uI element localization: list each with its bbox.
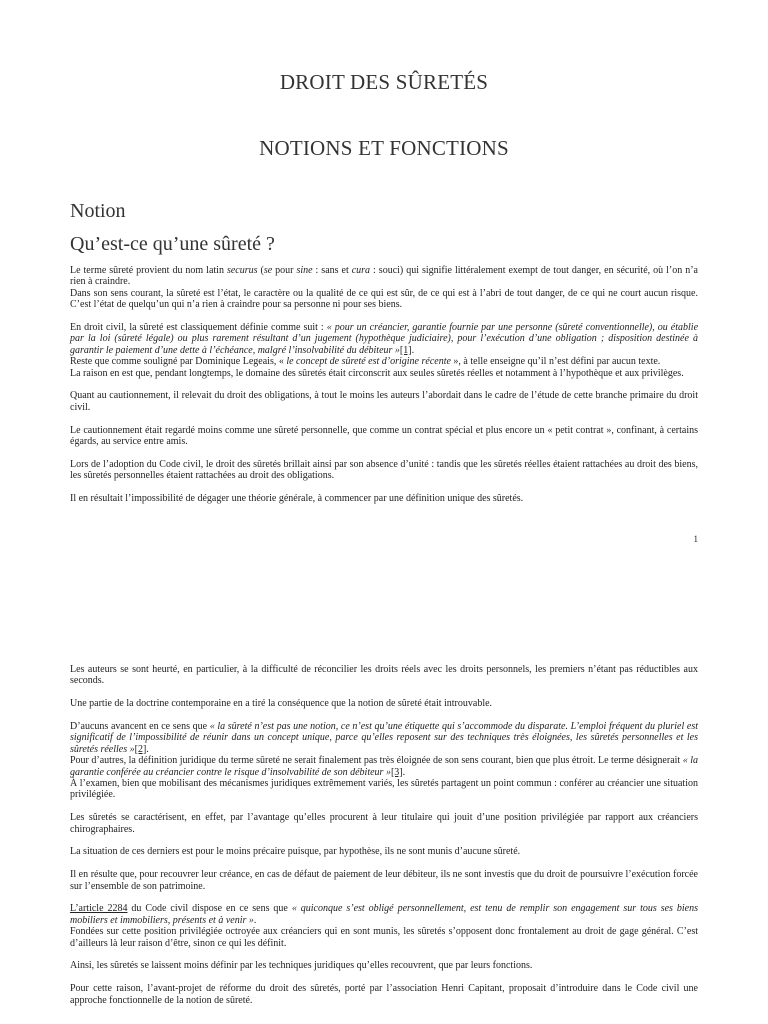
paragraph: Lors de l’adoption du Code civil, le droit des sûretés brillait ainsi par son absence d’unité : tandis que les sûretés réelles étaient rattachées au droit des biens, les sûretés personnelles étaient rattachées au droit des obligations. (70, 458, 698, 482)
page-number: 1 (693, 534, 698, 544)
paragraph: Ainsi, les sûretés se laissent moins définir par les techniques juridiques qu’elles recouvrent, que par leurs fonctions. (70, 960, 533, 972)
section-heading-question: Qu’est-ce qu’une sûreté ? (70, 233, 275, 255)
paragraph: Les sûretés se caractérisent, en effet, par l’avantage qu’elles procurent à leur titulaire qui jouit d’une position privilégiée par rapport aux créanciers chirographaires. (70, 812, 698, 835)
paragraph: Quant au cautionnement, il relevait du droit des obligations, à tout le moins les auteurs l’abordait dans le cadre de l’étude de cette branche primaire du droit civil. (70, 390, 698, 413)
document-title: DROIT DES SÛRETÉS (279, 70, 489, 94)
paragraph: Pour cette raison, l’avant-projet de réforme du droit des sûretés, porté par l’association Henri Capitant, proposait d’introduire dans le Code civil une approche fonctionnelle de la notion de sûreté. (70, 983, 698, 1006)
paragraph: Dans son sens courant, la sûreté est l’état, le caractère ou la qualité de ce qui est sûr, de ce qui est à l’abri de tout danger, de ce qui ne court aucun risque. C’est l’état de quelqu’un qui n’a rien à craindre pour sa personne ni pour ses biens. (70, 287, 698, 311)
paragraph: La situation de ces derniers est pour le moins précaire puisque, par hypothèse, ils ne sont munis d’aucune sûreté. (70, 846, 521, 858)
paragraph: D’aucuns avancent en ce sens que « la sûreté n’est pas une notion, ce n’est qu’une étiquette qui s’accommode du disparate. L’emploi fréquent du pluriel est significatif de l’impossibilité de réunir dans un concept unique, parce qu’elles reposent sur des techniques très éloignées, les sûretés personnelles et les sûretés réelles »[2]. (70, 721, 699, 755)
footnote-link-1[interactable]: [1] (399, 344, 412, 356)
paragraph: Le terme sûreté provient du nom latin securus (se pour sine : sans et cura : souci) qui signifie littéralement exempt de tout danger, en sécurité, où l’on n’a rien à craindre. (70, 265, 698, 288)
footnote-link-2[interactable]: [2] (134, 743, 147, 755)
paragraph: En droit civil, la sûreté est classiquement définie comme suit : « pour un créancier, garantie fournie par une personne (sûreté conventionnelle), ou établie par la loi (sûreté légale) ou plus rarement résultant d’un jugement (hypothèque judiciaire), pour l’exécution d’une obligation ; disposition destinée à garantir le paiement d’une dette à l’échéance, malgré l’insolvabilité du débiteur »[1]. (70, 322, 699, 356)
section-heading-notion: Notion (70, 200, 126, 222)
footnote-link-3[interactable]: [3] (390, 766, 403, 778)
document-page-2 (0, 640, 768, 1024)
paragraph: Fondées sur cette position privilégiée octroyée aux créanciers qui en sont munis, les sûretés s’opposent donc frontalement au droit de gage général. C’est d’ailleurs là leur raison d’être, sinon ce qui les définit. (70, 926, 698, 949)
paragraph: L’article 2284 du Code civil dispose en ce sens que « quiconque s’est obligé personnellement, est tenu de remplir son engagement sur tous ses biens mobiliers et immobiliers, présents et à venir ». (70, 903, 698, 926)
page2-body (70, 664, 698, 1006)
paragraph: Le cautionnement était regardé moins comme une sûreté personnelle, que comme un contrat spécial et plus encore un « petit contrat », confinant, à certains égards, au service entre amis. (70, 424, 698, 448)
paragraph: Les auteurs se sont heurté, en particulier, à la difficulté de réconcilier les droits réels avec les droits personnels, les premiers n’étant pas réductibles aux seconds. (70, 664, 698, 687)
paragraph: Il en résultait l’impossibilité de dégager une théorie générale, à commencer par une définition unique des sûretés. (70, 493, 524, 505)
paragraph: Pour d’autres, la définition juridique du terme sûreté ne serait finalement pas très éloignée de son sens courant, bien que plus étroit. Le terme désignerait « la garantie conférée au créancier contre le risque d’insolvabilité de son débiteur »[3]. (70, 755, 699, 778)
document-subtitle: NOTIONS ET FONCTIONS (259, 136, 509, 160)
paragraph: Une partie de la doctrine contemporaine en a tiré la conséquence que la notion de sûreté était introuvable. (70, 698, 493, 710)
paragraph: Il en résulte que, pour recouvrer leur créance, en cas de défaut de paiement de leur débiteur, ils ne sont investis que du droit de poursuivre l’exécution forcée sur l’ensemble de son patrimoine. (70, 869, 698, 892)
page1-body (70, 265, 698, 504)
paragraph: La raison en est que, pendant longtemps, le domaine des sûretés était circonscrit aux seules sûretés réelles et notamment à l’hypothèque et aux privilèges. (70, 367, 684, 379)
article-2284-link[interactable]: L’article 2284 (70, 903, 128, 915)
paragraph: À l’examen, bien que mobilisant des mécanismes juridiques extrêmement variés, les sûretés partagent un point commun : conférer au créancier une situation privilégiée. (70, 778, 698, 801)
paragraph: Reste que comme souligné par Dominique Legeais, « le concept de sûreté est d’origine récente », à telle enseigne qu’il n’est défini par aucun texte. (70, 356, 661, 368)
